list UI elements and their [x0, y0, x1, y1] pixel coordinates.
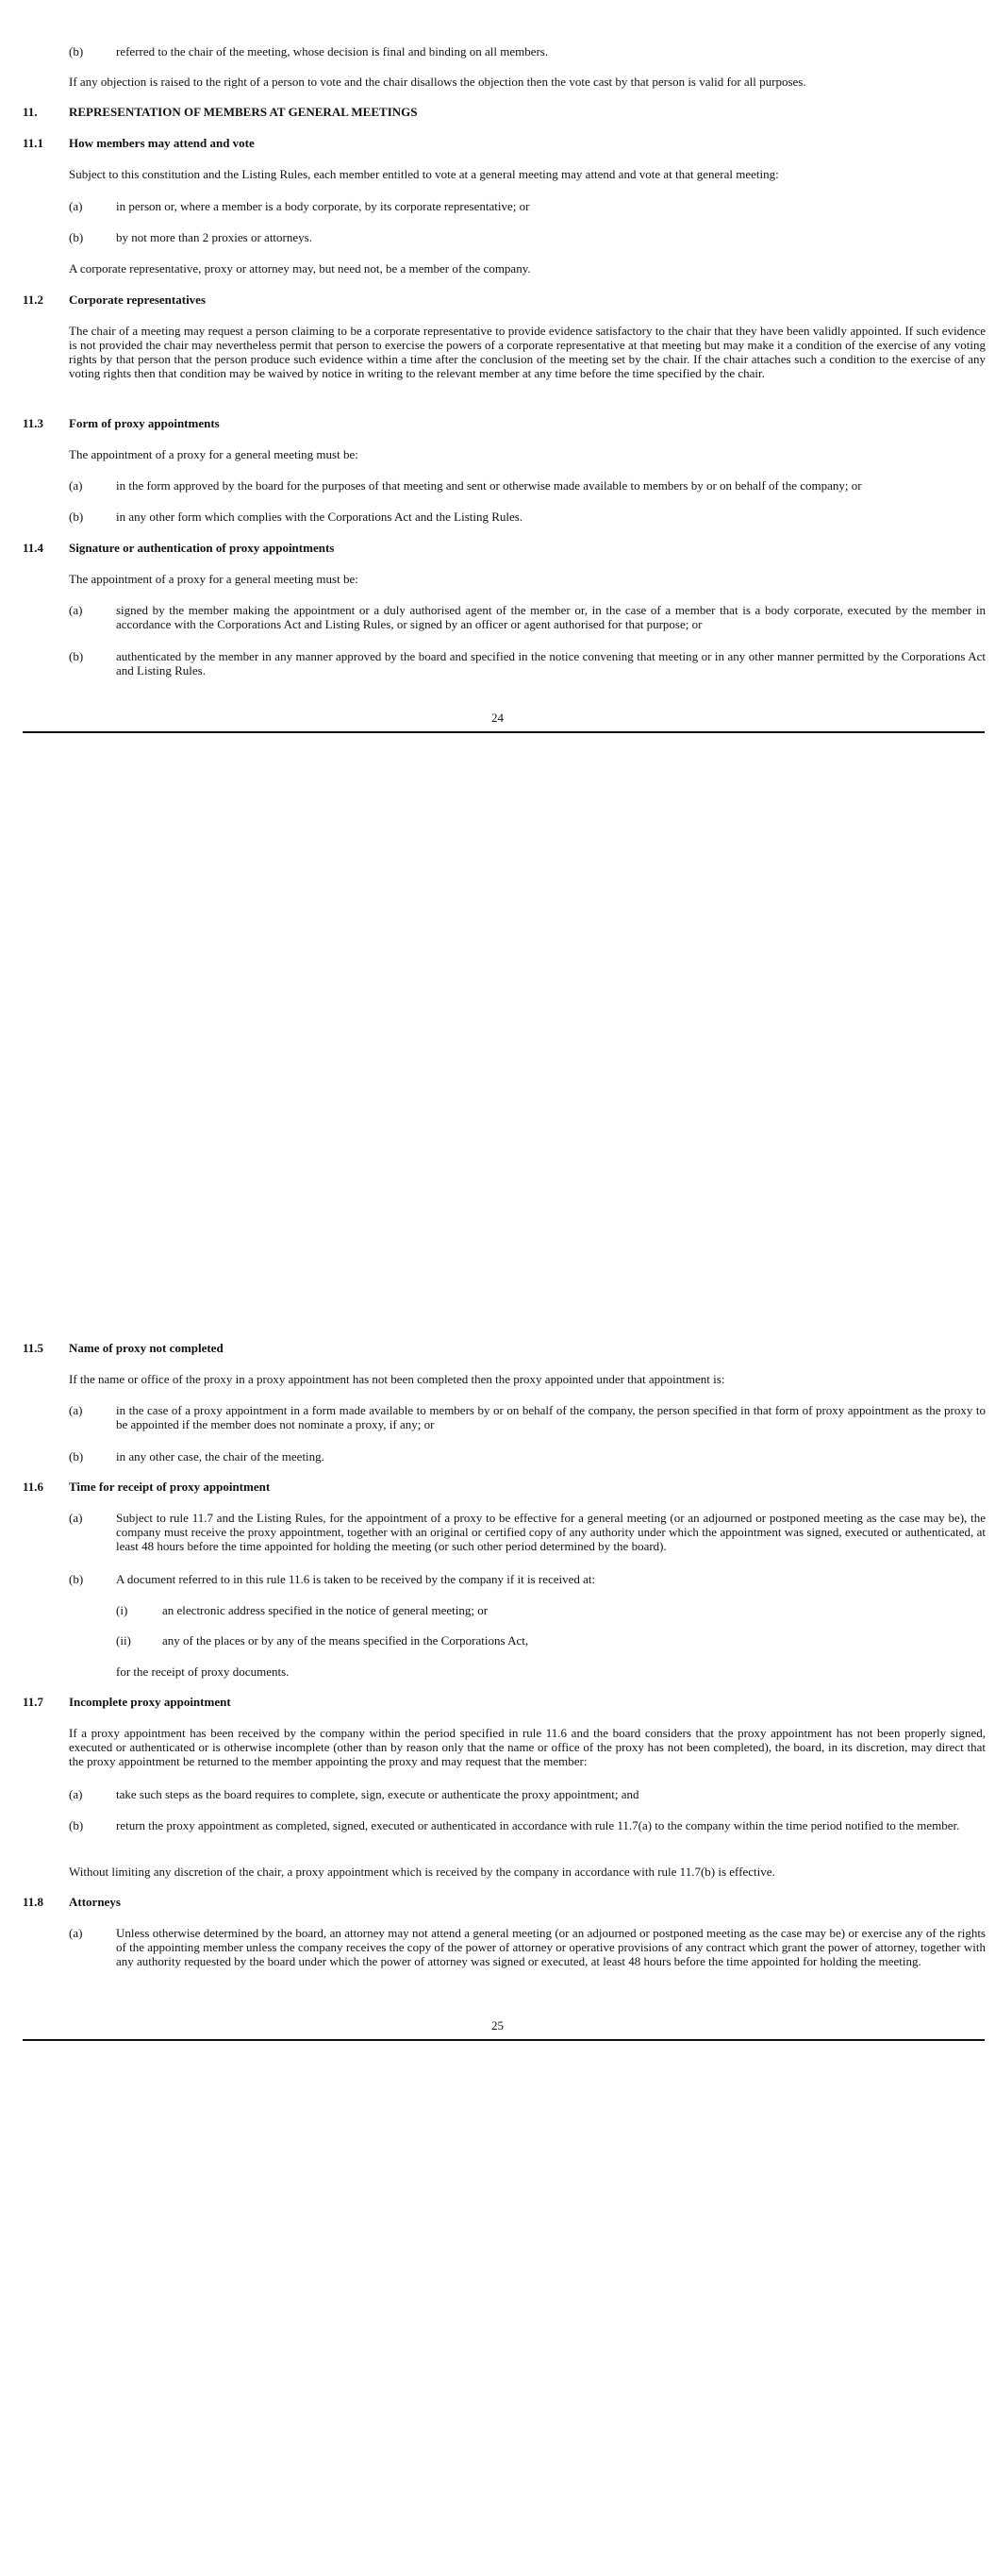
list-item-text: by not more than 2 proxies or attorneys. [116, 230, 312, 244]
document-page-25 [0, 1312, 995, 2066]
list-item-text: authenticated by the member in any manner approved by the board and specified in the notice convening that meeting or in any other manner permitted by the Corporations Act and Listing Rules. [116, 649, 986, 677]
clause-number: 11.2 [23, 293, 44, 307]
clause-heading: Incomplete proxy appointment [69, 1695, 231, 1709]
list-label: (a) [69, 603, 83, 617]
list-label: (b) [69, 1449, 84, 1464]
list-item-text: in person or, where a member is a body corporate, by its corporate representative; or [116, 199, 530, 213]
section-number: 11. [23, 105, 38, 119]
list-item-text: return the proxy appointment as completed, signed, executed or authenticated in accordance with rule 11.7(a) to the company within the time period notified to the member. [116, 1818, 960, 1832]
list-label: (b) [69, 510, 84, 524]
list-item-text: Unless otherwise determined by the board, an attorney may not attend a general meeting (or an adjourned or postponed meeting as the case may be) or exercise any of the rights of the appointing member unless the company receives the copy of the power of attorney or operative provisions of any contract which grant the power of attorney, together with any authority requested by the board under which the power of attorney was signed or executed, at least 48 hours before the time appointed for holding the meeting. [116, 1926, 986, 1968]
clause-number: 11.6 [23, 1480, 44, 1494]
list-label: (b) [69, 1572, 84, 1586]
clause-heading: Name of proxy not completed [69, 1341, 224, 1355]
list-item-text: signed by the member making the appointment or a duly authorised agent of the member or, in the case of a member that is a body corporate, executed by the member in accordance with the Corporations Act and Listing Rules, or signed by an officer or agent authorised for that purpose; or [116, 603, 986, 631]
list-label: (i) [116, 1603, 128, 1617]
list-item-text: in any other case, the chair of the meeting. [116, 1449, 324, 1464]
list-item-text: in the form approved by the board for the purposes of that meeting and sent or otherwise made available to members by or on behalf of the company; or [116, 478, 862, 493]
clause-number: 11.5 [23, 1341, 44, 1355]
list-label: (a) [69, 478, 83, 493]
paragraph: for the receipt of proxy documents. [116, 1664, 290, 1679]
list-item-text: A document referred to in this rule 11.6 is taken to be received by the company if it is received at: [116, 1572, 596, 1586]
paragraph: The appointment of a proxy for a general meeting must be: [69, 572, 358, 586]
document-page-24 [0, 0, 995, 745]
clause-heading: Corporate representatives [69, 293, 207, 307]
page-divider [23, 2039, 985, 2041]
paragraph: Subject to this constitution and the Listing Rules, each member entitled to vote at a general meeting may attend and vote at that general meeting: [69, 167, 779, 181]
list-label: (a) [69, 1403, 83, 1417]
clause-heading: Signature or authentication of proxy appointments [69, 541, 335, 555]
list-item-text: any of the places or by any of the means specified in the Corporations Act, [162, 1633, 529, 1648]
list-label: (b) [69, 649, 84, 663]
clause-heading: How members may attend and vote [69, 136, 255, 150]
clause-number: 11.8 [23, 1895, 44, 1909]
list-item-text: in any other form which complies with the Corporations Act and the Listing Rules. [116, 510, 523, 524]
clause-heading: Form of proxy appointments [69, 416, 220, 430]
clause-number: 11.3 [23, 416, 44, 430]
page-divider [23, 731, 985, 733]
clause-heading: Time for receipt of proxy appointment [69, 1480, 271, 1494]
list-item-text: in the case of a proxy appointment in a form made available to members by or on behalf of the company, the person specified in that form of proxy appointment as the proxy to be appointed if the member does not nominate a proxy, if any; or [116, 1403, 986, 1431]
clause-heading: Attorneys [69, 1895, 121, 1909]
list-item-text: referred to the chair of the meeting, whose decision is final and binding on all members. [116, 44, 549, 59]
list-item-text: Subject to rule 11.7 and the Listing Rules, for the appointment of a proxy to be effective for a general meeting (or an adjourned or postponed meeting as the case may be), the company must receive the proxy appointment, together with an original or certified copy of any authority under which the appointment was signed, executed or authenticated, at least 48 hours before the time appointed for holding the meeting (or such other period determined by the board). [116, 1511, 986, 1553]
paragraph: The appointment of a proxy for a general meeting must be: [69, 447, 358, 461]
paragraph: If the name or office of the proxy in a proxy appointment has not been completed then the proxy appointed under that appointment is: [69, 1372, 725, 1386]
clause-number: 11.1 [23, 136, 44, 150]
paragraph: A corporate representative, proxy or attorney may, but need not, be a member of the company. [69, 261, 531, 276]
paragraph: The chair of a meeting may request a person claiming to be a corporate representative to provide evidence satisfactory to the chair that they have been validly appointed. If such evidence is not provided the chair may nevertheless permit that person to exercise the powers of a corporate representative at that meeting but may make it a condition of the exercise of any voting rights by that person that the person produce such evidence within a time after the conclusion of the meeting set by the chair. If the chair attaches such a condition to the exercise of any voting rights then that condition may be waived by notice in writing to the relevant member at any time before the time specified by the chair. [69, 324, 986, 380]
list-label: (a) [69, 1926, 83, 1940]
section-heading: REPRESENTATION OF MEMBERS AT GENERAL MEETINGS [69, 105, 418, 119]
list-label: (a) [69, 1787, 83, 1801]
list-label: (b) [69, 44, 84, 59]
page-number: 25 [491, 2018, 504, 2032]
paragraph: If a proxy appointment has been received by the company within the period specified in rule 11.6 and the board considers that the proxy appointment has not been properly signed, executed or authenticated or is otherwise incomplete (other than by reason only that the name or office of the proxy has not been completed), the board, in its discretion, may direct that the proxy appointment be returned to the member appointing the proxy and may request that the member: [69, 1726, 986, 1768]
paragraph: Without limiting any discretion of the chair, a proxy appointment which is received by the company in accordance with rule 11.7(b) is effective. [69, 1865, 775, 1879]
list-label: (a) [69, 199, 83, 213]
clause-number: 11.7 [23, 1695, 44, 1709]
list-item-text: take such steps as the board requires to complete, sign, execute or authenticate the proxy appointment; and [116, 1787, 639, 1801]
list-item-text: an electronic address specified in the notice of general meeting; or [162, 1603, 489, 1617]
page-number: 24 [491, 711, 504, 725]
list-label: (a) [69, 1511, 83, 1525]
list-label: (b) [69, 1818, 84, 1832]
paragraph: If any objection is raised to the right of a person to vote and the chair disallows the objection then the vote cast by that person is valid for all purposes. [69, 75, 806, 89]
list-label: (b) [69, 230, 84, 244]
list-label: (ii) [116, 1633, 131, 1648]
clause-number: 11.4 [23, 541, 44, 555]
